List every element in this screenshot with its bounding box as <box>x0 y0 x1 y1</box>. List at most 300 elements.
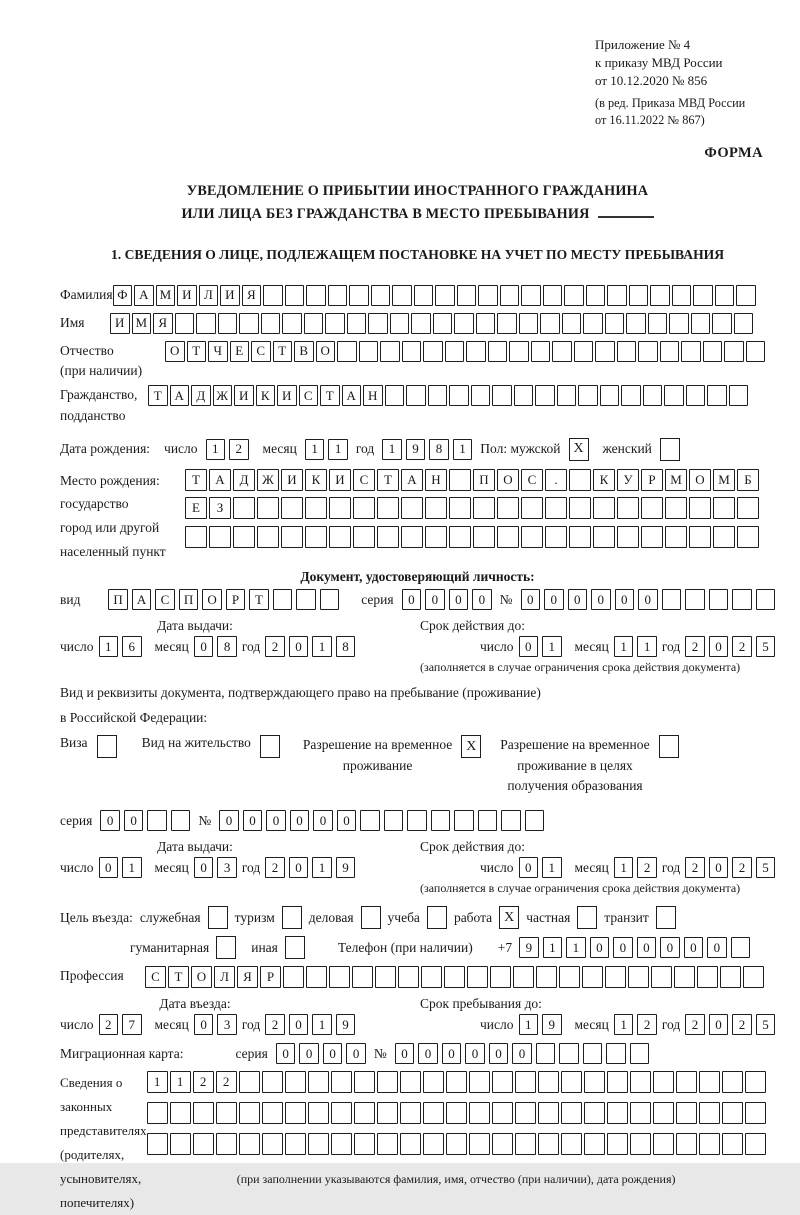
char-cell[interactable] <box>414 285 434 306</box>
char-cell[interactable] <box>285 1071 306 1093</box>
char-cell[interactable] <box>729 385 749 406</box>
char-cell[interactable] <box>538 1071 559 1093</box>
char-cell[interactable] <box>535 385 555 406</box>
purpose-sluzhebnaya-checkbox[interactable] <box>208 906 228 929</box>
char-cell[interactable] <box>593 497 615 519</box>
char-cell[interactable] <box>676 1102 697 1124</box>
char-cell[interactable] <box>216 1102 237 1124</box>
char-cell[interactable] <box>650 285 670 306</box>
char-cell[interactable]: П <box>179 589 199 610</box>
char-cell[interactable]: 0 <box>591 589 611 610</box>
char-cell[interactable] <box>329 966 350 988</box>
char-cell[interactable]: 1 <box>328 439 348 460</box>
char-cell[interactable] <box>392 285 412 306</box>
char-cell[interactable] <box>653 1102 674 1124</box>
char-cell[interactable] <box>446 1102 467 1124</box>
char-cell[interactable] <box>360 810 380 831</box>
char-cell[interactable]: А <box>170 385 190 406</box>
char-cell[interactable] <box>617 341 637 362</box>
purpose-chastnaya-checkbox[interactable] <box>577 906 597 929</box>
char-cell[interactable] <box>262 1102 283 1124</box>
char-cell[interactable] <box>435 285 455 306</box>
char-cell[interactable]: О <box>202 589 222 610</box>
char-cell[interactable] <box>746 341 766 362</box>
char-cell[interactable] <box>283 966 304 988</box>
char-cell[interactable]: Ж <box>213 385 233 406</box>
char-cell[interactable]: 0 <box>243 810 263 831</box>
char-cell[interactable]: Я <box>242 285 262 306</box>
char-cell[interactable] <box>521 497 543 519</box>
char-cell[interactable]: П <box>473 469 495 491</box>
char-cell[interactable]: Л <box>199 285 219 306</box>
char-cell[interactable] <box>331 1133 352 1155</box>
char-cell[interactable] <box>676 1071 697 1093</box>
char-cell[interactable] <box>193 1133 214 1155</box>
char-cell[interactable] <box>607 1133 628 1155</box>
char-cell[interactable]: С <box>299 385 319 406</box>
char-cell[interactable]: 7 <box>122 1014 142 1035</box>
char-cell[interactable] <box>689 526 711 548</box>
char-cell[interactable] <box>400 1133 421 1155</box>
char-cell[interactable] <box>377 1071 398 1093</box>
char-cell[interactable] <box>607 285 627 306</box>
char-cell[interactable]: 2 <box>732 1014 752 1035</box>
char-cell[interactable]: 9 <box>336 857 356 878</box>
char-cell[interactable]: А <box>132 589 152 610</box>
char-cell[interactable]: 0 <box>568 589 588 610</box>
char-cell[interactable] <box>349 285 369 306</box>
char-cell[interactable]: 0 <box>489 1043 509 1064</box>
char-cell[interactable] <box>552 341 572 362</box>
char-cell[interactable]: О <box>689 469 711 491</box>
char-cell[interactable] <box>239 1102 260 1124</box>
char-cell[interactable] <box>660 341 680 362</box>
char-cell[interactable]: А <box>342 385 362 406</box>
char-cell[interactable]: Т <box>187 341 207 362</box>
char-cell[interactable]: С <box>145 966 166 988</box>
char-cell[interactable]: 0 <box>709 1014 729 1035</box>
char-cell[interactable] <box>239 313 259 334</box>
char-cell[interactable] <box>257 497 279 519</box>
char-cell[interactable] <box>722 1071 743 1093</box>
char-cell[interactable] <box>665 497 687 519</box>
char-cell[interactable]: Ж <box>257 469 279 491</box>
char-cell[interactable]: О <box>165 341 185 362</box>
char-cell[interactable] <box>354 1102 375 1124</box>
char-cell[interactable] <box>329 497 351 519</box>
char-cell[interactable] <box>471 385 491 406</box>
char-cell[interactable] <box>540 313 560 334</box>
char-cell[interactable]: 0 <box>519 636 539 657</box>
char-cell[interactable]: 8 <box>429 439 449 460</box>
char-cell[interactable]: О <box>191 966 212 988</box>
char-cell[interactable] <box>672 285 692 306</box>
char-cell[interactable]: 0 <box>707 937 727 958</box>
char-cell[interactable] <box>515 1071 536 1093</box>
char-cell[interactable]: 2 <box>99 1014 119 1035</box>
char-cell[interactable] <box>514 385 534 406</box>
char-cell[interactable] <box>305 526 327 548</box>
char-cell[interactable] <box>545 526 567 548</box>
char-cell[interactable] <box>282 313 302 334</box>
char-cell[interactable] <box>492 385 512 406</box>
char-cell[interactable] <box>449 385 469 406</box>
char-cell[interactable]: А <box>134 285 154 306</box>
char-cell[interactable]: Н <box>363 385 383 406</box>
char-cell[interactable]: 0 <box>323 1043 343 1064</box>
purpose-turizm-checkbox[interactable] <box>282 906 302 929</box>
char-cell[interactable] <box>306 966 327 988</box>
char-cell[interactable] <box>359 341 379 362</box>
char-cell[interactable] <box>617 526 639 548</box>
char-cell[interactable]: 5 <box>756 1014 776 1035</box>
char-cell[interactable]: 2 <box>265 857 285 878</box>
char-cell[interactable]: Т <box>148 385 168 406</box>
char-cell[interactable]: В <box>294 341 314 362</box>
sex-female-checkbox[interactable] <box>660 438 680 461</box>
char-cell[interactable]: И <box>234 385 254 406</box>
char-cell[interactable] <box>308 1102 329 1124</box>
char-cell[interactable] <box>375 966 396 988</box>
char-cell[interactable] <box>492 1133 513 1155</box>
char-cell[interactable] <box>285 1102 306 1124</box>
char-cell[interactable]: 1 <box>382 439 402 460</box>
char-cell[interactable] <box>239 1133 260 1155</box>
char-cell[interactable]: 5 <box>756 857 776 878</box>
char-cell[interactable] <box>724 341 744 362</box>
char-cell[interactable]: 1 <box>542 636 562 657</box>
char-cell[interactable]: 3 <box>217 1014 237 1035</box>
char-cell[interactable] <box>444 966 465 988</box>
char-cell[interactable] <box>353 526 375 548</box>
char-cell[interactable] <box>691 313 711 334</box>
char-cell[interactable]: М <box>156 285 176 306</box>
char-cell[interactable]: 1 <box>543 937 563 958</box>
char-cell[interactable]: 0 <box>442 1043 462 1064</box>
char-cell[interactable] <box>476 313 496 334</box>
char-cell[interactable] <box>428 385 448 406</box>
char-cell[interactable] <box>669 313 689 334</box>
char-cell[interactable]: Н <box>425 469 447 491</box>
char-cell[interactable] <box>320 589 340 610</box>
char-cell[interactable]: 0 <box>709 857 729 878</box>
char-cell[interactable] <box>630 1133 651 1155</box>
char-cell[interactable] <box>377 526 399 548</box>
char-cell[interactable]: И <box>177 285 197 306</box>
char-cell[interactable]: 0 <box>290 810 310 831</box>
char-cell[interactable] <box>185 526 207 548</box>
char-cell[interactable] <box>713 526 735 548</box>
char-cell[interactable] <box>545 497 567 519</box>
char-cell[interactable]: Т <box>273 341 293 362</box>
char-cell[interactable] <box>501 810 521 831</box>
char-cell[interactable] <box>398 966 419 988</box>
char-cell[interactable] <box>564 285 584 306</box>
char-cell[interactable]: 0 <box>637 937 657 958</box>
char-cell[interactable]: О <box>316 341 336 362</box>
char-cell[interactable] <box>731 937 751 958</box>
char-cell[interactable]: 0 <box>289 1014 309 1035</box>
char-cell[interactable] <box>325 313 345 334</box>
char-cell[interactable] <box>473 526 495 548</box>
char-cell[interactable] <box>384 810 404 831</box>
char-cell[interactable]: 0 <box>194 857 214 878</box>
char-cell[interactable] <box>699 1133 720 1155</box>
char-cell[interactable]: Л <box>214 966 235 988</box>
char-cell[interactable] <box>285 285 305 306</box>
char-cell[interactable] <box>630 1071 651 1093</box>
char-cell[interactable] <box>380 341 400 362</box>
char-cell[interactable]: 0 <box>395 1043 415 1064</box>
char-cell[interactable]: А <box>209 469 231 491</box>
char-cell[interactable]: 0 <box>346 1043 366 1064</box>
char-cell[interactable] <box>562 313 582 334</box>
char-cell[interactable]: 1 <box>453 439 473 460</box>
char-cell[interactable]: 1 <box>637 636 657 657</box>
char-cell[interactable]: 0 <box>425 589 445 610</box>
char-cell[interactable] <box>685 589 705 610</box>
char-cell[interactable] <box>641 526 663 548</box>
char-cell[interactable] <box>454 810 474 831</box>
char-cell[interactable] <box>281 497 303 519</box>
char-cell[interactable] <box>628 966 649 988</box>
char-cell[interactable]: И <box>110 313 130 334</box>
char-cell[interactable] <box>626 313 646 334</box>
purpose-rabota-checkbox[interactable]: X <box>499 906 519 929</box>
char-cell[interactable] <box>737 497 759 519</box>
char-cell[interactable]: Т <box>249 589 269 610</box>
char-cell[interactable] <box>469 1071 490 1093</box>
char-cell[interactable] <box>469 1102 490 1124</box>
char-cell[interactable]: 0 <box>289 857 309 878</box>
char-cell[interactable] <box>402 341 422 362</box>
char-cell[interactable] <box>736 285 756 306</box>
char-cell[interactable] <box>641 497 663 519</box>
char-cell[interactable] <box>662 589 682 610</box>
char-cell[interactable]: 9 <box>406 439 426 460</box>
char-cell[interactable]: 0 <box>590 937 610 958</box>
char-cell[interactable]: 9 <box>542 1014 562 1035</box>
char-cell[interactable]: Р <box>226 589 246 610</box>
char-cell[interactable] <box>521 285 541 306</box>
char-cell[interactable] <box>401 526 423 548</box>
char-cell[interactable] <box>401 497 423 519</box>
char-cell[interactable] <box>538 1133 559 1155</box>
char-cell[interactable] <box>368 313 388 334</box>
char-cell[interactable] <box>607 1071 628 1093</box>
char-cell[interactable]: П <box>108 589 128 610</box>
char-cell[interactable]: 1 <box>312 1014 332 1035</box>
char-cell[interactable] <box>756 589 776 610</box>
char-cell[interactable]: 0 <box>684 937 704 958</box>
char-cell[interactable] <box>233 526 255 548</box>
visa-checkbox[interactable] <box>97 735 117 758</box>
char-cell[interactable]: И <box>220 285 240 306</box>
char-cell[interactable] <box>449 469 471 491</box>
char-cell[interactable] <box>354 1133 375 1155</box>
char-cell[interactable] <box>586 285 606 306</box>
purpose-gumanitarnaya-checkbox[interactable] <box>216 936 236 959</box>
char-cell[interactable] <box>377 497 399 519</box>
char-cell[interactable] <box>713 497 735 519</box>
char-cell[interactable] <box>557 385 577 406</box>
char-cell[interactable]: 0 <box>418 1043 438 1064</box>
char-cell[interactable]: 8 <box>336 636 356 657</box>
char-cell[interactable] <box>569 526 591 548</box>
char-cell[interactable] <box>329 526 351 548</box>
char-cell[interactable]: 0 <box>194 636 214 657</box>
char-cell[interactable] <box>583 1043 603 1064</box>
char-cell[interactable] <box>595 341 615 362</box>
sex-male-checkbox[interactable]: X <box>569 438 589 461</box>
char-cell[interactable] <box>593 526 615 548</box>
char-cell[interactable]: И <box>277 385 297 406</box>
char-cell[interactable]: 6 <box>122 636 142 657</box>
char-cell[interactable] <box>630 1102 651 1124</box>
char-cell[interactable] <box>377 1133 398 1155</box>
char-cell[interactable]: 2 <box>229 439 249 460</box>
char-cell[interactable] <box>423 341 443 362</box>
char-cell[interactable]: 1 <box>312 636 332 657</box>
char-cell[interactable] <box>216 1133 237 1155</box>
char-cell[interactable] <box>209 526 231 548</box>
char-cell[interactable] <box>331 1071 352 1093</box>
char-cell[interactable]: 0 <box>337 810 357 831</box>
char-cell[interactable]: 2 <box>685 857 705 878</box>
char-cell[interactable] <box>629 285 649 306</box>
char-cell[interactable] <box>425 526 447 548</box>
char-cell[interactable]: 0 <box>402 589 422 610</box>
char-cell[interactable] <box>561 1133 582 1155</box>
char-cell[interactable]: Т <box>168 966 189 988</box>
char-cell[interactable] <box>638 341 658 362</box>
char-cell[interactable] <box>488 341 508 362</box>
char-cell[interactable]: Я <box>237 966 258 988</box>
char-cell[interactable]: 2 <box>685 1014 705 1035</box>
char-cell[interactable] <box>377 1102 398 1124</box>
char-cell[interactable]: 1 <box>542 857 562 878</box>
char-cell[interactable] <box>681 341 701 362</box>
char-cell[interactable] <box>490 966 511 988</box>
char-cell[interactable]: 2 <box>637 857 657 878</box>
char-cell[interactable]: Т <box>377 469 399 491</box>
char-cell[interactable]: О <box>497 469 519 491</box>
char-cell[interactable]: И <box>329 469 351 491</box>
char-cell[interactable] <box>423 1071 444 1093</box>
char-cell[interactable] <box>473 497 495 519</box>
char-cell[interactable] <box>147 810 167 831</box>
char-cell[interactable] <box>478 285 498 306</box>
char-cell[interactable]: 0 <box>194 1014 214 1035</box>
char-cell[interactable]: Е <box>185 497 207 519</box>
char-cell[interactable] <box>606 1043 626 1064</box>
char-cell[interactable] <box>331 1102 352 1124</box>
char-cell[interactable]: 0 <box>519 857 539 878</box>
char-cell[interactable] <box>354 1071 375 1093</box>
char-cell[interactable]: С <box>353 469 375 491</box>
char-cell[interactable] <box>304 313 324 334</box>
char-cell[interactable]: С <box>251 341 271 362</box>
char-cell[interactable] <box>306 285 326 306</box>
char-cell[interactable] <box>651 966 672 988</box>
char-cell[interactable]: Р <box>641 469 663 491</box>
char-cell[interactable]: 5 <box>756 636 776 657</box>
char-cell[interactable] <box>385 385 405 406</box>
char-cell[interactable]: Ф <box>113 285 133 306</box>
char-cell[interactable]: 0 <box>465 1043 485 1064</box>
char-cell[interactable] <box>525 810 545 831</box>
char-cell[interactable] <box>584 1102 605 1124</box>
char-cell[interactable] <box>653 1133 674 1155</box>
char-cell[interactable] <box>538 1102 559 1124</box>
char-cell[interactable]: Ч <box>208 341 228 362</box>
char-cell[interactable]: 0 <box>472 589 492 610</box>
char-cell[interactable] <box>569 469 591 491</box>
char-cell[interactable] <box>196 313 216 334</box>
char-cell[interactable] <box>513 966 534 988</box>
char-cell[interactable]: А <box>401 469 423 491</box>
char-cell[interactable] <box>737 526 759 548</box>
char-cell[interactable] <box>561 1102 582 1124</box>
char-cell[interactable] <box>497 313 517 334</box>
purpose-tranzit-checkbox[interactable] <box>656 906 676 929</box>
char-cell[interactable] <box>605 313 625 334</box>
char-cell[interactable] <box>521 526 543 548</box>
char-cell[interactable] <box>643 385 663 406</box>
char-cell[interactable] <box>676 1133 697 1155</box>
char-cell[interactable] <box>257 526 279 548</box>
char-cell[interactable] <box>445 341 465 362</box>
char-cell[interactable] <box>407 810 427 831</box>
char-cell[interactable] <box>170 1133 191 1155</box>
char-cell[interactable]: 2 <box>265 636 285 657</box>
char-cell[interactable] <box>170 1102 191 1124</box>
char-cell[interactable]: Т <box>320 385 340 406</box>
char-cell[interactable] <box>559 1043 579 1064</box>
char-cell[interactable] <box>400 1071 421 1093</box>
char-cell[interactable] <box>262 1071 283 1093</box>
char-cell[interactable] <box>421 966 442 988</box>
char-cell[interactable]: 0 <box>615 589 635 610</box>
char-cell[interactable] <box>466 341 486 362</box>
residence-permit-checkbox[interactable] <box>260 735 280 758</box>
char-cell[interactable] <box>263 285 283 306</box>
char-cell[interactable]: Р <box>260 966 281 988</box>
char-cell[interactable]: 9 <box>336 1014 356 1035</box>
char-cell[interactable]: У <box>617 469 639 491</box>
char-cell[interactable] <box>583 313 603 334</box>
char-cell[interactable] <box>147 1133 168 1155</box>
char-cell[interactable] <box>536 1043 556 1064</box>
char-cell[interactable]: 1 <box>147 1071 168 1093</box>
char-cell[interactable]: 0 <box>99 857 119 878</box>
char-cell[interactable] <box>262 1133 283 1155</box>
char-cell[interactable] <box>720 966 741 988</box>
char-cell[interactable] <box>449 497 471 519</box>
char-cell[interactable] <box>218 313 238 334</box>
char-cell[interactable] <box>745 1133 766 1155</box>
char-cell[interactable] <box>605 966 626 988</box>
char-cell[interactable]: 2 <box>732 636 752 657</box>
char-cell[interactable]: 0 <box>660 937 680 958</box>
char-cell[interactable]: М <box>713 469 735 491</box>
char-cell[interactable]: 8 <box>217 636 237 657</box>
char-cell[interactable]: К <box>256 385 276 406</box>
char-cell[interactable] <box>743 966 764 988</box>
char-cell[interactable] <box>411 313 431 334</box>
char-cell[interactable]: 0 <box>100 810 120 831</box>
char-cell[interactable] <box>193 1102 214 1124</box>
